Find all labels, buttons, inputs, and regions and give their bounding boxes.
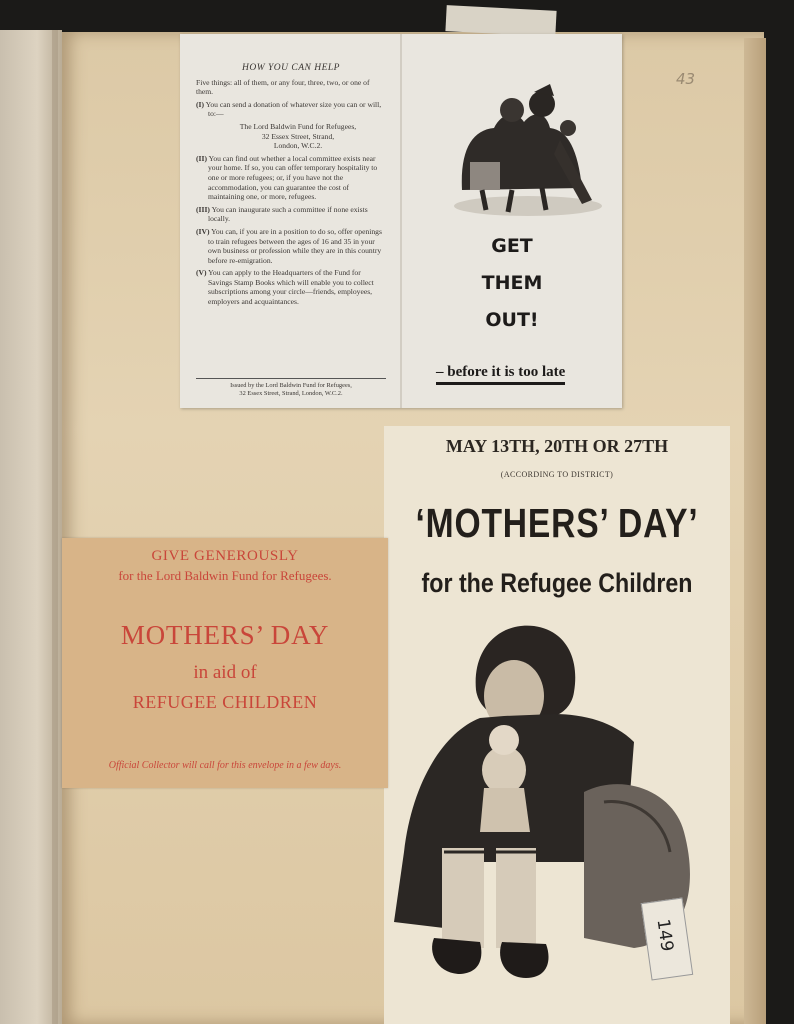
help-item-1: (I) You can send a donation of whatever size you can or will, to:— bbox=[196, 99, 382, 119]
refugee-family-illustration bbox=[442, 70, 614, 220]
refugee-children-text: REFUGEE CHILDREN bbox=[132, 692, 318, 712]
how-you-can-help-panel bbox=[196, 64, 386, 310]
poster-subtitle: for the Refugee Children bbox=[421, 568, 693, 598]
give-generously-text: GIVE GENEROUSLY bbox=[151, 548, 299, 564]
before-too-late-tagline: – before it is too late bbox=[436, 364, 565, 385]
leaflet-fold bbox=[400, 34, 402, 408]
help-intro: Five things: all of them, or any four, three, two, or one of them. bbox=[196, 77, 370, 97]
fund-address: The Lord Baldwin Fund for Refugees, 32 Essex Street, Strand, London, W.C.2. bbox=[239, 121, 357, 151]
facing-page-edge bbox=[0, 30, 62, 1024]
in-aid-of-text: in aid of bbox=[193, 662, 257, 683]
poster-dates: MAY 13TH, 20TH OR 27TH bbox=[445, 436, 669, 456]
issued-by-footer: Issued by the Lord Baldwin Fund for Refugees, 32 Essex Street, Strand, London, W.C.2. bbox=[196, 378, 386, 398]
help-item-4: (IV) You can, if you are in a position to do so, offer openings to train refugees between the ages of 16 and 35 in your own business or profession while they are in this country before re-emigration. bbox=[196, 226, 382, 265]
get-them-out-headline: GET THEM OUT! bbox=[481, 235, 543, 331]
tag-number: 149 bbox=[652, 917, 677, 953]
collector-note: Official Collector will call for this envelope in a few days. bbox=[108, 760, 342, 771]
poster-district-note: (ACCORDING TO DISTRICT) bbox=[500, 470, 614, 479]
handwritten-page-number: 43 bbox=[676, 70, 696, 88]
get-them-out-leaflet bbox=[180, 34, 622, 408]
help-item-3: (III) You can inaugurate such a committee if none exists locally. bbox=[196, 204, 368, 224]
collection-envelope bbox=[62, 538, 388, 788]
envelope-mothers-day: MOTHERS’ DAY bbox=[120, 620, 330, 650]
help-item-2: (II) You can find out whether a local committee exists near your home. If so, you can offer temporary hospitality to one or more refugees; or, if you have not the accommodation, you can guarantee the cost of maintaining one, or more, refugees. bbox=[196, 153, 378, 202]
poster-title: ‘MOTHERS’ DAY’ bbox=[415, 500, 699, 546]
page-edge-stack bbox=[744, 38, 766, 1024]
help-title: HOW YOU CAN HELP bbox=[242, 63, 340, 73]
help-item-5: (V) You can apply to the Headquarters of the Fund for Savings Stamp Books which will enable you to collect subscriptions among your circle—friends, employees, employers and acquaintances. bbox=[196, 268, 374, 307]
fund-name-text: for the Lord Baldwin Fund for Refugees. bbox=[118, 568, 332, 583]
